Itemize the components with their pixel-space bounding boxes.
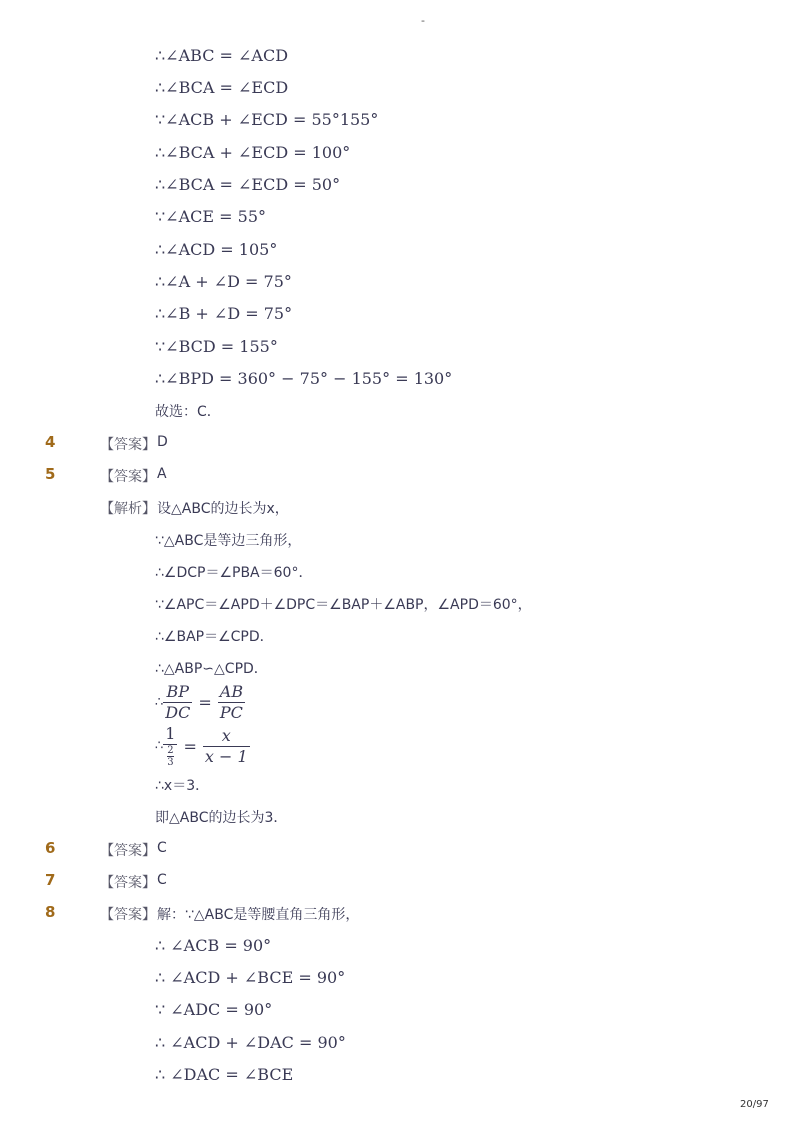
denominator: PC (219, 703, 243, 722)
math-line: ∵∠ACB + ∠ECD = 55°155° (155, 110, 379, 129)
math-line: ∴∠ACD = 105° (155, 240, 278, 259)
analysis-label: 【解析】 (100, 501, 156, 517)
denominator: DC (165, 703, 191, 722)
page-number: 20/97 (740, 1099, 769, 1110)
math-line: ∴∠BPD = 360° − 75° − 155° = 130° (155, 369, 453, 388)
math-line: ∴ ∠DAC = ∠BCE (155, 1065, 294, 1084)
answer-label: 【答案】 (100, 907, 156, 923)
numerator: 1 (165, 724, 176, 743)
answer-label: 【答案】 (100, 843, 156, 859)
small-fraction (167, 745, 173, 768)
answer-label: 【答案】 (100, 437, 156, 453)
analysis-step: ∵∠APC＝∠APD＋∠DPC＝∠BAP＋∠ABP，∠APD＝60°， (155, 597, 532, 613)
equals-sign: = (183, 736, 197, 756)
math-line: ∴∠B + ∠D = 75° (155, 304, 293, 323)
analysis-result: ∴x＝3． (155, 778, 210, 794)
numerator: x (203, 726, 250, 747)
denominator (163, 745, 177, 768)
math-line: ∴∠ABC = ∠ACD (155, 46, 289, 65)
analysis-step: ∴∠DCP＝∠PBA＝60°． (155, 565, 313, 581)
question-number-7: 7 (45, 871, 56, 889)
math-line: ∴∠A + ∠D = 75° (155, 272, 292, 291)
answer-value: C (157, 840, 167, 856)
small-numerator: 2 (167, 745, 174, 756)
math-line: ∴ ∠ACB = 90° (155, 936, 272, 955)
math-line: ∵∠BCD = 155° (155, 337, 278, 356)
denominator: x − 1 (204, 746, 248, 766)
fraction-equation-2 (155, 724, 250, 768)
fraction-right (218, 682, 245, 723)
question-number-4: 4 (45, 433, 56, 451)
fraction-left (163, 682, 192, 723)
math-line: ∴∠BCA = ∠ECD (155, 78, 289, 97)
analysis-final: 即△ABC的边长为3． (155, 810, 288, 826)
analysis-step: ∴∠BAP＝∠CPD． (155, 629, 274, 645)
question-number-8: 8 (45, 903, 56, 921)
fraction-right (203, 726, 250, 767)
math-line: ∴∠BCA + ∠ECD = 100° (155, 143, 351, 162)
numerator: AB (219, 682, 244, 701)
therefore-symbol: ∴ (155, 738, 164, 754)
analysis-step: ∴△ABP∽△CPD． (155, 661, 268, 677)
analysis-step: ∵△ABC是等边三角形， (155, 533, 302, 549)
question-number-5: 5 (45, 465, 56, 483)
therefore-symbol: ∴ (155, 695, 164, 710)
answer-value: C (157, 872, 167, 888)
math-line: ∴ ∠ACD + ∠DAC = 90° (155, 1033, 346, 1052)
header-mark: - (421, 14, 425, 27)
numerator: BP (163, 682, 192, 703)
conclusion-text: 故选：C． (155, 404, 221, 420)
math-line: ∴∠BCA = ∠ECD = 50° (155, 175, 341, 194)
answer-intro: 解：∵△ABC是等腰直角三角形， (157, 907, 360, 923)
analysis-step: 设△ABC的边长为x， (157, 501, 289, 517)
fraction-equation-1 (155, 682, 245, 723)
answer-label: 【答案】 (100, 469, 156, 485)
question-number-6: 6 (45, 839, 56, 857)
math-line: ∴ ∠ACD + ∠BCE = 90° (155, 968, 346, 987)
math-line: ∵∠ACE = 55° (155, 207, 266, 226)
math-line: ∵ ∠ADC = 90° (155, 1000, 273, 1019)
equals-sign: = (198, 693, 212, 712)
answer-value: A (157, 466, 167, 482)
small-denominator: 3 (167, 757, 174, 768)
answer-value: D (157, 434, 168, 450)
answer-label: 【答案】 (100, 875, 156, 891)
fraction-left (163, 724, 177, 768)
